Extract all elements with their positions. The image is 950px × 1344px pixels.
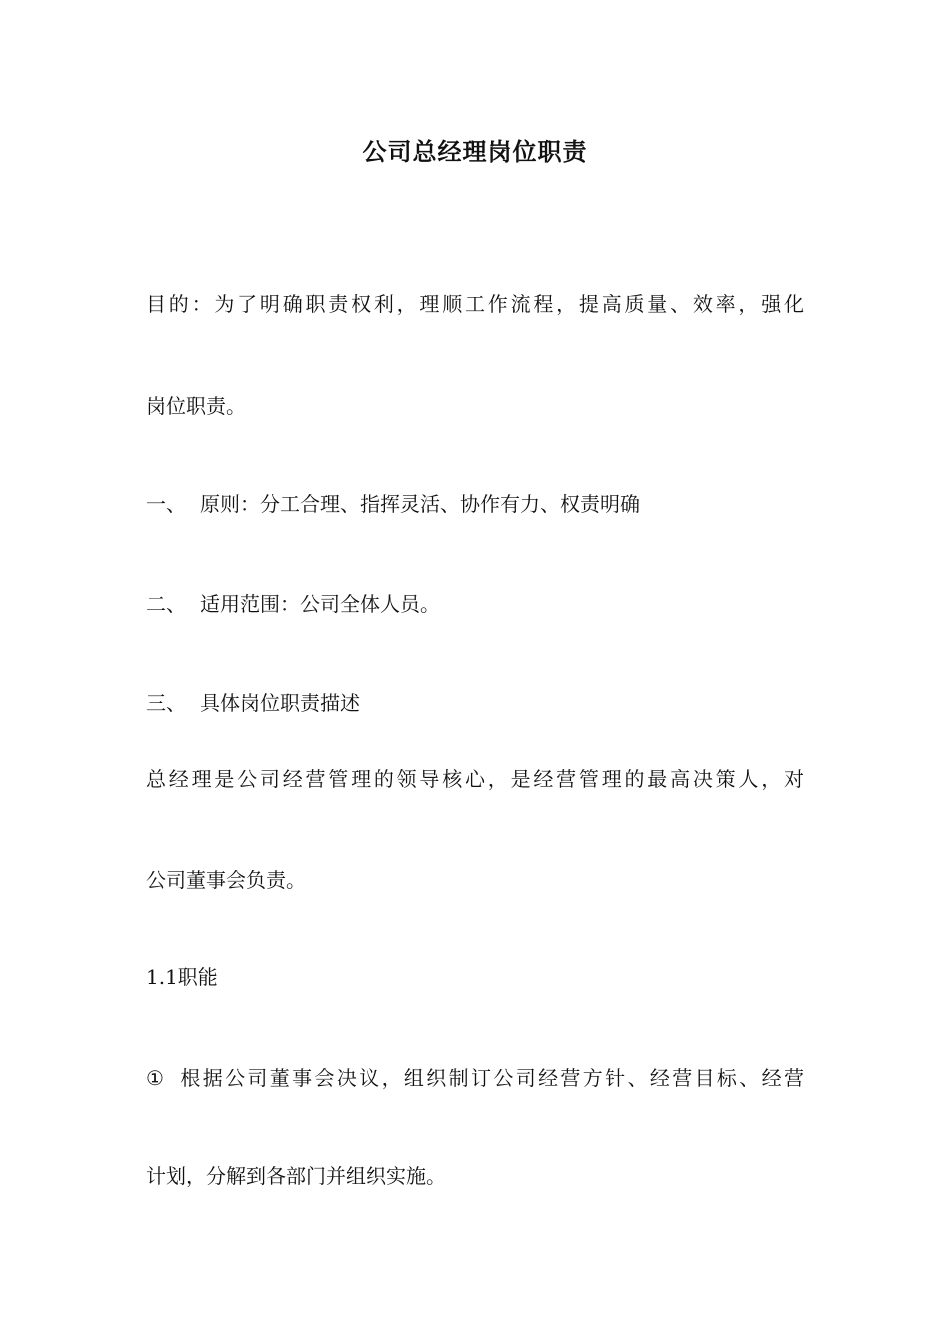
item-marker: ①: [146, 1066, 164, 1090]
item-1-line-2: 计划，分解到各部门并组织实施。: [146, 1164, 446, 1188]
section-scope: [146, 589, 440, 619]
section-principle: [146, 489, 640, 519]
purpose-line-1: 目的：为了明确职责权利，理顺工作流程，提高质量、效率，强化: [146, 292, 804, 316]
item-text: 根据公司董事会决议，组织制订公司经营方针、经营目标、经营: [178, 1066, 804, 1090]
section-number: 一、: [146, 492, 186, 516]
page-title: 公司总经理岗位职责: [362, 137, 588, 166]
purpose-line-2: 岗位职责。: [146, 394, 246, 418]
section-number: 三、: [146, 691, 186, 715]
section-duties: [146, 688, 360, 718]
section-text: 原则：分工合理、指挥灵活、协作有力、权责明确: [200, 492, 640, 516]
subsection-heading: 1.1职能: [146, 965, 218, 989]
gm-paragraph-line-2: 公司董事会负责。: [146, 868, 306, 892]
section-text: 适用范围：公司全体人员。: [200, 592, 440, 616]
item-1-line-1: [146, 1063, 804, 1093]
section-text: 具体岗位职责描述: [200, 691, 360, 715]
gm-paragraph-line-1: 总经理是公司经营管理的领导核心，是经营管理的最高决策人，对: [146, 767, 804, 791]
section-number: 二、: [146, 592, 186, 616]
